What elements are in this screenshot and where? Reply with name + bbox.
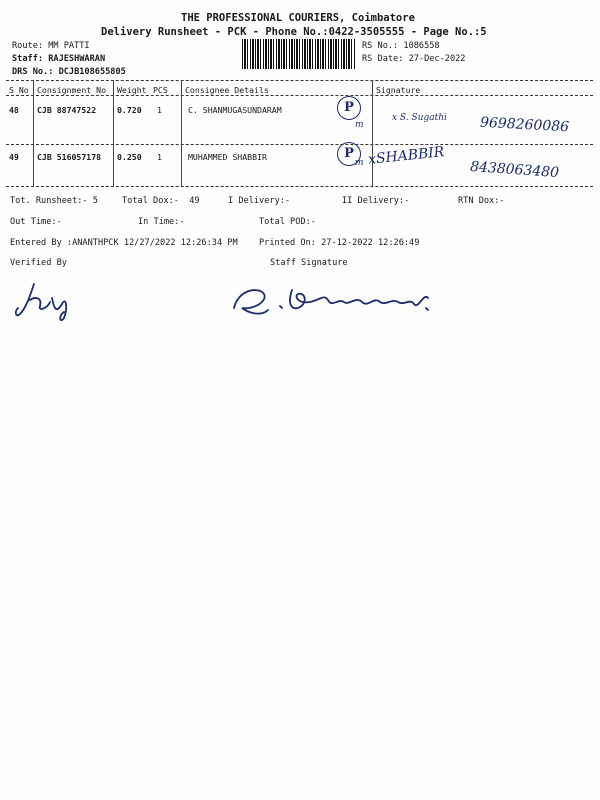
delivery-stamp: P: [337, 142, 361, 166]
printed-on: Printed On: 27-12-2022 12:26:49: [259, 238, 420, 248]
stamp-mark: m: [355, 158, 364, 168]
col-header-consignee: Consignee Details: [185, 85, 269, 95]
row-weight: 0.250: [117, 152, 142, 162]
i-delivery: I Delivery:-: [228, 196, 291, 206]
barcode: [242, 39, 355, 69]
staff-signature-label: Staff Signature: [270, 258, 348, 268]
verified-by-label: Verified By: [10, 258, 67, 268]
table-top-rule: [6, 80, 593, 81]
col-header-weight: Weight: [117, 85, 147, 95]
row-consignment: CJB 516057178: [37, 152, 102, 162]
col-divider: [113, 80, 114, 186]
receiver-phone: 8438063480: [469, 158, 560, 182]
drs-number: DRS No.: DCJB108655805: [12, 67, 126, 77]
rtn-dox: RTN Dox:-: [458, 196, 505, 206]
delivery-stamp: P: [337, 96, 361, 120]
row-consignee: C. SHANMUGASUNDARAM: [188, 105, 282, 115]
tot-runsheet: Tot. Runsheet:- 5: [10, 196, 98, 206]
row-pcs: 1: [157, 105, 162, 115]
total-pod: Total POD:-: [259, 217, 316, 227]
rs-date: RS Date: 27-Dec-2022: [362, 54, 466, 64]
receiver-signature: x S. Sugathi: [392, 113, 447, 123]
col-divider: [33, 80, 34, 186]
col-header-signature: Signature: [376, 85, 421, 95]
entered-by: Entered By :ANANTHPCK 12/27/2022 12:26:34 PM: [10, 238, 238, 248]
rs-number: RS No.: 1086558: [362, 41, 440, 51]
row-sno: 48: [9, 105, 19, 115]
total-dox: Total Dox:- 49: [122, 196, 200, 206]
table-bottom-rule: [6, 186, 593, 187]
row-pcs: 1: [157, 152, 162, 162]
receiver-signature: xSHABBIR: [367, 144, 446, 168]
row-sno: 49: [9, 152, 19, 162]
row-divider: [6, 144, 593, 145]
row-weight: 0.720: [117, 105, 142, 115]
ii-delivery: II Delivery:-: [342, 196, 410, 206]
table-header-rule: [6, 95, 593, 96]
col-header-pcs: PCS: [153, 85, 168, 95]
in-time: In Time:-: [138, 217, 185, 227]
row-consignment: CJB 88747522: [37, 105, 97, 115]
route-text: Route: MM PATTI: [12, 41, 90, 51]
row-consignee: MUHAMMED SHABBIR: [188, 152, 267, 162]
verifier-signature: [12, 278, 82, 323]
col-header-sno: S No: [9, 85, 29, 95]
col-divider: [372, 80, 373, 186]
stamp-mark: m: [355, 120, 364, 130]
company-title: THE PROFESSIONAL COURIERS, Coimbatore: [181, 12, 415, 24]
col-divider: [181, 80, 182, 186]
out-time: Out Time:-: [10, 217, 62, 227]
staff-signature: [228, 280, 443, 322]
receiver-phone: 9698260086: [479, 114, 570, 136]
col-header-consignment: Consignment No: [37, 85, 107, 95]
runsheet-title: Delivery Runsheet - PCK - Phone No.:0422-3505555 - Page No.:5: [101, 26, 487, 38]
staff-text: Staff: RAJESHWARAN: [12, 54, 106, 64]
